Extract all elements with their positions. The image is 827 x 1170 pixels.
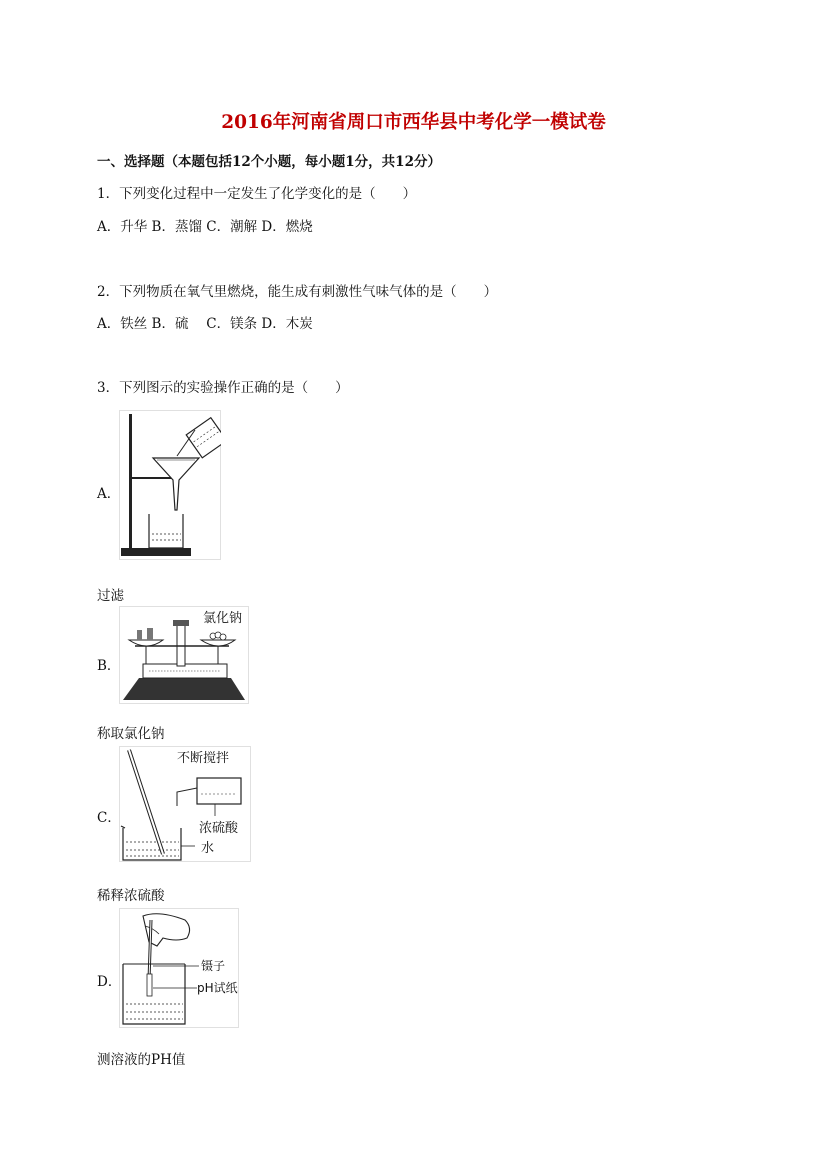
page-title: 2016年河南省周口市西华县中考化学一模试卷 — [221, 112, 606, 133]
section-heading: 一、选择题（本题包括12个小题，每小题1分，共12分） — [97, 154, 441, 170]
ph-test-diagram — [119, 908, 239, 1028]
figure-b-letter: B． — [97, 658, 121, 674]
question-2-stem: 2．下列物质在氧气里燃烧，能生成有刺激性气味气体的是（ ） — [97, 284, 498, 300]
figure-b-caption: 称取氯化钠 — [97, 726, 165, 742]
figure-a-letter: A． — [97, 486, 121, 502]
question-2-options: A．铁丝 B．硫 C．镁条 D．木炭 — [97, 316, 313, 332]
dilution-diagram — [119, 746, 251, 862]
question-1-stem: 1．下列变化过程中一定发生了化学变化的是（ ） — [97, 186, 417, 202]
salt-label: 氯化钠 — [203, 611, 243, 626]
filtration-diagram — [119, 410, 221, 560]
figure-c-caption: 稀释浓硫酸 — [97, 888, 165, 904]
question-3-stem: 3．下列图示的实验操作正确的是（ ） — [97, 380, 349, 396]
figure-c-letter: C． — [97, 810, 121, 826]
balance-diagram — [119, 606, 249, 704]
stir-label: 不断搅拌 — [177, 751, 230, 766]
tweezers-label: 镊子 — [201, 959, 226, 973]
figure-a-caption: 过滤 — [97, 588, 124, 604]
ph-paper-label: pH试纸 — [197, 981, 238, 995]
figure-d-letter: D． — [97, 974, 122, 990]
water-label: 水 — [201, 841, 215, 856]
question-1-options: A．升华 B．蒸馏 C．潮解 D．燃烧 — [97, 219, 313, 235]
figure-d-caption: 测溶液的PH值 — [97, 1052, 186, 1068]
acid-label: 浓硫酸 — [199, 821, 239, 836]
